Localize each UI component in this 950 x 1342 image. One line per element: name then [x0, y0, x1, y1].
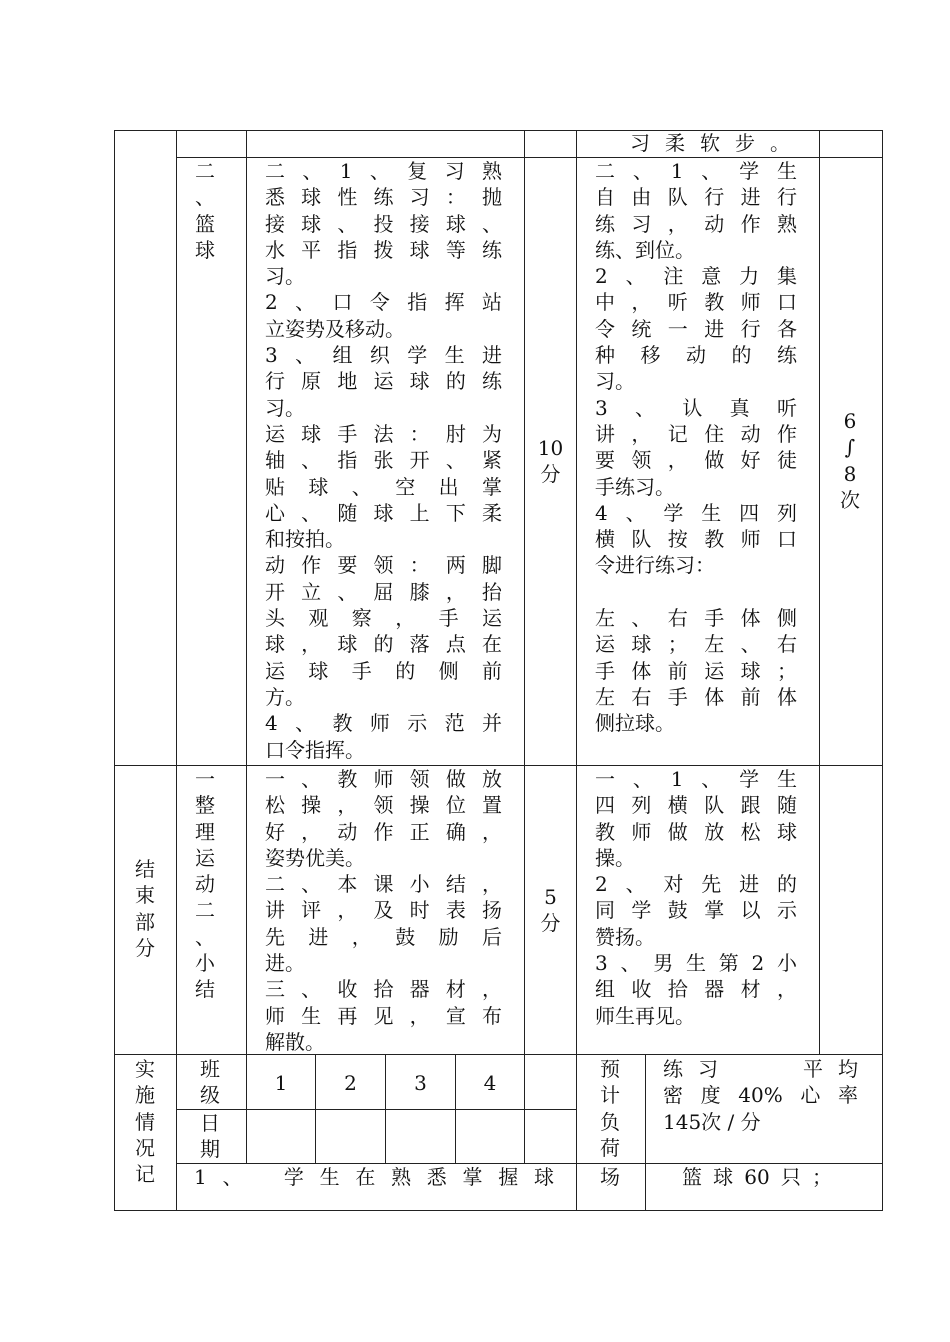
- text-line: 球: [195, 237, 215, 262]
- text-line: 侧拉球。: [595, 711, 675, 736]
- text-line: 145次 / 分: [663, 1109, 761, 1134]
- text-line: 2、注意力集: [595, 264, 797, 289]
- text-line: 好，动作正确，: [265, 819, 502, 844]
- table-border-right: [882, 130, 883, 1211]
- text-line: 分: [540, 911, 561, 936]
- text-line: ∫: [844, 435, 856, 460]
- column-divider: [524, 1054, 525, 1164]
- text-line: 次: [840, 487, 860, 512]
- basketball-count: [822, 408, 878, 513]
- text-line: 况: [135, 1135, 155, 1160]
- text-line: 贴球、空出掌: [265, 474, 502, 499]
- text-line: 、: [195, 185, 215, 210]
- text-line: 二: [195, 159, 215, 183]
- ending-student-text: [595, 766, 797, 1029]
- text-line: 组收拾器材，: [595, 977, 797, 1002]
- text-line: 师生再见，宣布: [265, 1003, 502, 1028]
- top-row-student-text: [630, 130, 790, 156]
- text-line: 松操，领操位置: [265, 793, 502, 818]
- ending-teacher-text: [265, 766, 502, 1055]
- text-line: 操。: [595, 845, 635, 870]
- text-line: 情: [135, 1109, 155, 1134]
- text-line: 习。: [595, 369, 635, 394]
- text-line: 结: [195, 977, 215, 1002]
- ending-title: [180, 766, 230, 1003]
- text-line: 动: [195, 872, 215, 897]
- text-line: 悉球性练习：抛: [265, 185, 502, 210]
- text-line: 部: [135, 909, 155, 934]
- text-line: 要领，做好徒: [595, 448, 797, 473]
- column-divider: [645, 1054, 646, 1211]
- text-line: 中，听教师口: [595, 290, 797, 315]
- column-divider: [819, 130, 820, 1055]
- text-line: 习柔软步。: [630, 131, 790, 155]
- text-line: 二、本课小结，: [265, 872, 502, 897]
- text-line: 3、认真听: [595, 395, 797, 420]
- text-line: 二: [195, 898, 215, 923]
- class-label: [180, 1056, 240, 1109]
- text-line: 手体前运球；: [595, 658, 797, 683]
- column-divider: [246, 130, 247, 1055]
- text-line: 进。: [265, 951, 305, 976]
- text-line: 篮球60只；: [682, 1165, 832, 1189]
- text-line: 8: [843, 461, 857, 486]
- text-line: 二、1、学生: [595, 159, 797, 183]
- text-line: 5: [544, 885, 557, 909]
- text-line: 先进，鼓励后: [265, 924, 502, 949]
- text-line: 同学鼓掌以示: [595, 898, 797, 923]
- load-label: [580, 1056, 640, 1161]
- text-line: 令统一进行各: [595, 316, 797, 341]
- text-line: 四列横队跟随: [595, 793, 797, 818]
- column-divider: [176, 130, 177, 1211]
- text-line: 横队按教师口: [595, 527, 797, 552]
- text-line: 头观察，手运: [265, 606, 502, 631]
- text-line: 师生再见。: [595, 1003, 695, 1028]
- text-line: 手练习。: [595, 474, 675, 499]
- text-line: 分: [135, 935, 155, 960]
- text-line: 种移动的练: [595, 343, 797, 368]
- text-line: 3、组织学生进: [265, 343, 502, 368]
- basketball-teacher-text: [265, 158, 502, 763]
- text-line: 动作要领：两脚: [265, 553, 502, 578]
- text-line: 分: [540, 462, 561, 487]
- text-line: 一: [195, 767, 215, 791]
- text-line: 练习 平均: [663, 1057, 858, 1081]
- text-line: 2、口令指挥站: [265, 290, 502, 315]
- text-line: 左右手体前体: [595, 684, 797, 709]
- text-line: 练、到位。: [595, 237, 695, 262]
- text-line: 开立、屈膝，抬: [265, 579, 502, 604]
- text-line: 水平指拨球等练: [265, 237, 502, 262]
- text-line: 接球、投接球、: [265, 211, 502, 236]
- text-line: 姿势优美。: [265, 845, 365, 870]
- text-line: 一、1、学生: [595, 767, 797, 791]
- class-number: 2: [344, 1071, 357, 1095]
- text-line: 左、右手体侧: [595, 606, 797, 631]
- text-line: 束: [135, 883, 155, 908]
- text-line: 10: [537, 436, 564, 460]
- text-line: 计: [600, 1083, 620, 1108]
- text-line: 3、男生第2小: [595, 951, 797, 976]
- text-line: 施: [135, 1083, 155, 1108]
- text-line: 运球；左、右: [595, 632, 797, 657]
- text-line: 练习，动作熟: [595, 211, 797, 236]
- text-line: 荷: [600, 1135, 620, 1160]
- text-line: 讲评，及时表扬: [265, 898, 502, 923]
- text-line: 口令指挥。: [265, 737, 365, 762]
- text-line: 日: [200, 1111, 220, 1135]
- text-line: 级: [200, 1083, 220, 1108]
- class-number: 1: [274, 1071, 288, 1095]
- text-line: 2、对先进的: [595, 872, 797, 897]
- text-line: 运球手法：肘为: [265, 421, 502, 446]
- text-line: 解散。: [265, 1029, 325, 1054]
- venue-text: [682, 1164, 832, 1190]
- text-line: 球，球的落点在: [265, 632, 502, 657]
- text-line: 二、1、复习熟: [265, 159, 502, 183]
- text-line: 期: [200, 1137, 220, 1162]
- text-line: 负: [600, 1109, 620, 1134]
- text-line: 讲，记住动作: [595, 421, 797, 446]
- implementation-note: [194, 1164, 554, 1190]
- basketball-title: [180, 158, 230, 263]
- text-line: 班: [200, 1057, 220, 1081]
- text-line: 自由队行进行: [595, 185, 797, 210]
- implementation-section-label: [116, 1056, 174, 1187]
- text-line: 结: [135, 857, 155, 881]
- text-line: 心、随球上下柔: [265, 500, 502, 525]
- text-line: 实: [135, 1057, 155, 1081]
- text-line: 轴、指张开、紧: [265, 448, 502, 473]
- table-border-left: [114, 130, 115, 1211]
- text-line: [595, 579, 797, 605]
- text-line: 运球手的侧前: [265, 658, 502, 683]
- text-line: 记: [135, 1162, 155, 1187]
- text-line: 整: [195, 793, 215, 818]
- basketball-student-text: [595, 158, 797, 737]
- text-line: 行原地运球的练: [265, 369, 502, 394]
- ending-section-label: [116, 856, 174, 961]
- ending-time: [525, 884, 576, 937]
- class-number: 4: [483, 1071, 497, 1095]
- text-line: 习。: [265, 395, 305, 420]
- text-line: 1、 学生在熟悉掌握球: [194, 1165, 554, 1189]
- text-line: 、: [195, 924, 215, 949]
- class-number: 3: [414, 1071, 427, 1095]
- text-line: 和按拍。: [265, 527, 345, 552]
- column-divider: [576, 130, 577, 1211]
- venue-label: [580, 1164, 640, 1190]
- load-text: [663, 1056, 858, 1135]
- text-line: 习。: [265, 264, 305, 289]
- text-line: 预: [600, 1057, 620, 1081]
- text-line: 赞扬。: [595, 924, 655, 949]
- text-line: 一、教师领做放: [265, 767, 502, 791]
- text-line: 令进行练习：: [595, 553, 715, 578]
- text-line: 6: [843, 409, 857, 433]
- date-label: [180, 1110, 240, 1163]
- text-line: 教师做放松球: [595, 819, 797, 844]
- text-line: 理: [195, 819, 215, 844]
- text-line: 三、收拾器材，: [265, 977, 502, 1002]
- basketball-time: [525, 435, 576, 488]
- text-line: 方。: [265, 684, 305, 709]
- text-line: 密度40%心率: [663, 1083, 858, 1108]
- text-line: 小: [195, 951, 215, 976]
- text-line: 场: [600, 1165, 620, 1189]
- text-line: 运: [195, 845, 215, 870]
- table-border-bottom: [114, 1210, 883, 1211]
- text-line: 篮: [195, 211, 215, 236]
- text-line: 4、学生四列: [595, 500, 797, 525]
- text-line: 4、教师示范并: [265, 711, 502, 736]
- text-line: 立姿势及移动。: [265, 316, 405, 341]
